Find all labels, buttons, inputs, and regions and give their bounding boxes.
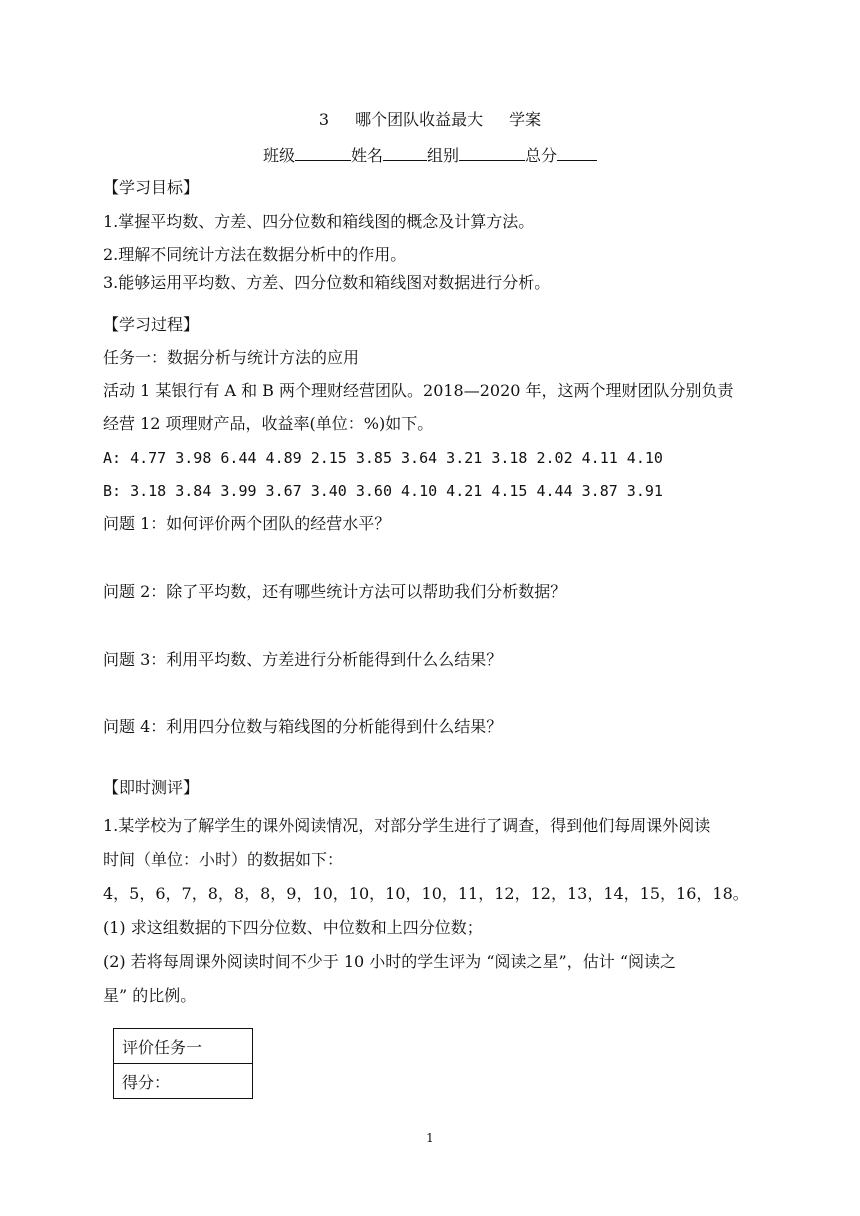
sub-question-2: (2) 若将每周课外阅读时间不少于 10 小时的学生评为 “阅读之星”，估计 “阅读之: [103, 952, 676, 971]
group-blank[interactable]: [459, 146, 525, 161]
student-info-line: [0, 146, 860, 166]
assessment-heading: 【即时测评】: [103, 778, 200, 797]
task-title: 任务一：数据分析与统计方法的应用: [103, 348, 360, 367]
score-label: 总分: [525, 146, 558, 165]
reading-data: 4，5，6，7，8，8，8，9，10，10，10，10，11，12，12，13，14，15，16，18。: [103, 884, 749, 903]
sub-question-1: (1) 求这组数据的下四分位数、中位数和上四分位数；: [103, 918, 483, 937]
lesson-title: 哪个团队收益最大: [355, 110, 484, 129]
lesson-suffix: 学案: [509, 110, 542, 129]
score-cell[interactable]: 得分：: [114, 1064, 253, 1099]
objective-item: 3.能够运用平均数、方差、四分位数和箱线图对数据进行分析。: [103, 273, 551, 292]
team-a-data: A: 4.77 3.98 6.44 4.89 2.15 3.85 3.64 3.21 3.18 2.02 4.11 4.10: [103, 449, 663, 467]
activity-text: 活动 1 某银行有 A 和 B 两个理财经营团队。2018—2020 年，这两个理财团队分别负责: [103, 381, 734, 400]
lesson-number: 3: [318, 110, 330, 129]
team-b-data: B: 3.18 3.84 3.99 3.67 3.40 3.60 4.10 4.21 4.15 4.44 3.87 3.91: [103, 482, 663, 500]
assessment-question: 1.某学校为了解学生的课外阅读情况，对部分学生进行了调查，得到他们每周课外阅读: [103, 816, 711, 835]
score-blank[interactable]: [557, 146, 597, 161]
question-1: 问题 1：如何评价两个团队的经营水平？: [103, 514, 391, 533]
group-label: 组别: [427, 146, 460, 165]
objective-item: 1.掌握平均数、方差、四分位数和箱线图的概念及计算方法。: [103, 212, 535, 231]
class-label: 班级: [262, 146, 295, 165]
name-label: 姓名: [350, 146, 383, 165]
question-4: 问题 4：利用四分位数与箱线图的分析能得到什么结果？: [103, 717, 503, 736]
table-row: [114, 1064, 253, 1099]
document-title: [0, 110, 860, 130]
process-heading: 【学习过程】: [103, 315, 200, 334]
evaluation-table: [113, 1028, 253, 1099]
sub-question-2: 星” 的比例。: [103, 986, 197, 1005]
objectives-heading: 【学习目标】: [103, 178, 200, 197]
class-blank[interactable]: [295, 146, 351, 161]
objective-item: 2.理解不同统计方法在数据分析中的作用。: [103, 245, 407, 264]
question-2: 问题 2：除了平均数，还有哪些统计方法可以帮助我们分析数据？: [103, 582, 567, 601]
question-3: 问题 3：利用平均数、方差进行分析能得到什么么结果？: [103, 650, 503, 669]
page-number: 1: [426, 1131, 434, 1145]
table-row: [114, 1029, 253, 1064]
assessment-question: 时间（单位：小时）的数据如下：: [103, 850, 344, 869]
activity-text: 经营 12 项理财产品，收益率(单位：%)如下。: [103, 414, 434, 433]
evaluation-task-cell: 评价任务一: [114, 1029, 253, 1064]
name-blank[interactable]: [383, 146, 427, 161]
